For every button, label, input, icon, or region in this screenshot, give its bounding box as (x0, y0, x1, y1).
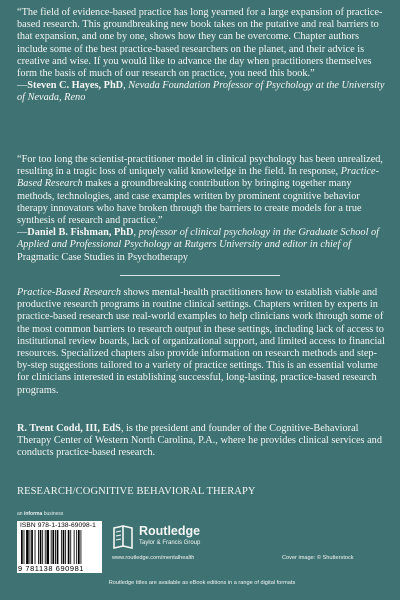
quote-attribution: —Steven C. Hayes, PhD, Nevada Foundation Professor of Psychology at the University of Nevada, Reno (17, 80, 385, 104)
description-book-title: Practice-Based Research (17, 287, 121, 298)
author-bio (17, 423, 387, 460)
attribution-dash: — (17, 80, 28, 92)
isbn-barcode (17, 521, 102, 573)
quote-author-title: professor of clinical psychology in the Graduate School of Applied and Professional Psychology at Rutgers University and editor in chief of (17, 227, 380, 251)
description-text: shows mental-health practitioners how to establish viable and productive research programs in routine clinical settings. Chapters written by experts in practice-based research use real-world examples to help clinicians work through some of the most common barriers to research output in these settings, including lack of access to institutional review boards, lack of organizational support, and limited access to financial resources. Specialized chapters also provide information on research methods and step-by-step suggestions tailored to a variety of practice settings. This is an essential volume for clinicians interested in establishing successful, long-lasting, practice-based research programs. (17, 287, 385, 396)
endorsement-quote-hayes (17, 7, 387, 105)
cover-image-credit: Cover image: © Shutterstock (282, 555, 354, 561)
section-divider (120, 275, 280, 276)
quote-attribution: —Daniel B. Fishman, PhD, professor of clinical psychology in the Graduate School of Applied and Professional Psychology at Rutgers University and editor in chief of Pragmatic Case Studies in Psychotherapy (17, 227, 380, 263)
subject-category: RESEARCH/COGNITIVE BEHAVIORAL THERAPY (17, 486, 256, 497)
publisher-website: www.routledge.com/mentalhealth (112, 555, 195, 561)
journal-name: Pragmatic Case Studies in Psychotherapy (17, 251, 189, 263)
book-description (17, 287, 387, 397)
attribution-dash: — (17, 227, 28, 239)
quote-text: “The field of evidence-based practice has long yearned for a large expansion of practice-based research. This groundbreaking new book takes on the putative and real barriers to that expansion, and one by one, shows how they can be overcome. Chapter authors include some of the best practice-based researchers on the planet, and their advice is creative and wise. If you would like to advance the day when practitioners themselves form the basis of much of our research on practice, you need this book.” (17, 7, 383, 80)
barcode-bars (21, 530, 98, 564)
quote-book-title: Practice-Based Research (17, 166, 380, 190)
barcode-digits: 9 781138 690981 (18, 564, 84, 573)
endorsement-quote-fishman (17, 154, 387, 264)
quote-author-title: Nevada Foundation Professor of Psychology at the University of Nevada, Reno (17, 80, 385, 104)
quote-author: Daniel B. Fishman, PhD (27, 227, 134, 239)
author-bio-text: , is the president and founder of the Cognitive-Behavioral Therapy Center of Western North Carolina, P.A., where he provides clinical services and conducts practice-based research. (17, 423, 382, 459)
informa-business-mark: an informa business (17, 511, 64, 517)
quote-text: “For too long the scientist-practitioner model in clinical psychology has been unrealized, resulting in a tragic loss of uniquely valid knowledge in the field. In response, Practice-Based Research makes a groundbreaking contribution by bringing together many methods, technologies, and case examples written by prominent cognitive behavior therapy innovators who have broken through the barriers to create models for a true synthesis of research and practice.” (17, 154, 384, 227)
ebook-availability-note: Routledge titles are available as eBook editions in a range of digital formats (108, 580, 296, 586)
publisher-name: Routledge (139, 524, 201, 538)
author-name: R. Trent Codd, III, EdS (17, 423, 121, 434)
isbn-label: ISBN 978-1-138-69098-1 (20, 522, 96, 529)
quote-author: Steven C. Hayes, PhD (27, 80, 124, 92)
routledge-logo-icon (112, 525, 134, 549)
publisher-group: Taylor & Francis Group (139, 540, 201, 546)
